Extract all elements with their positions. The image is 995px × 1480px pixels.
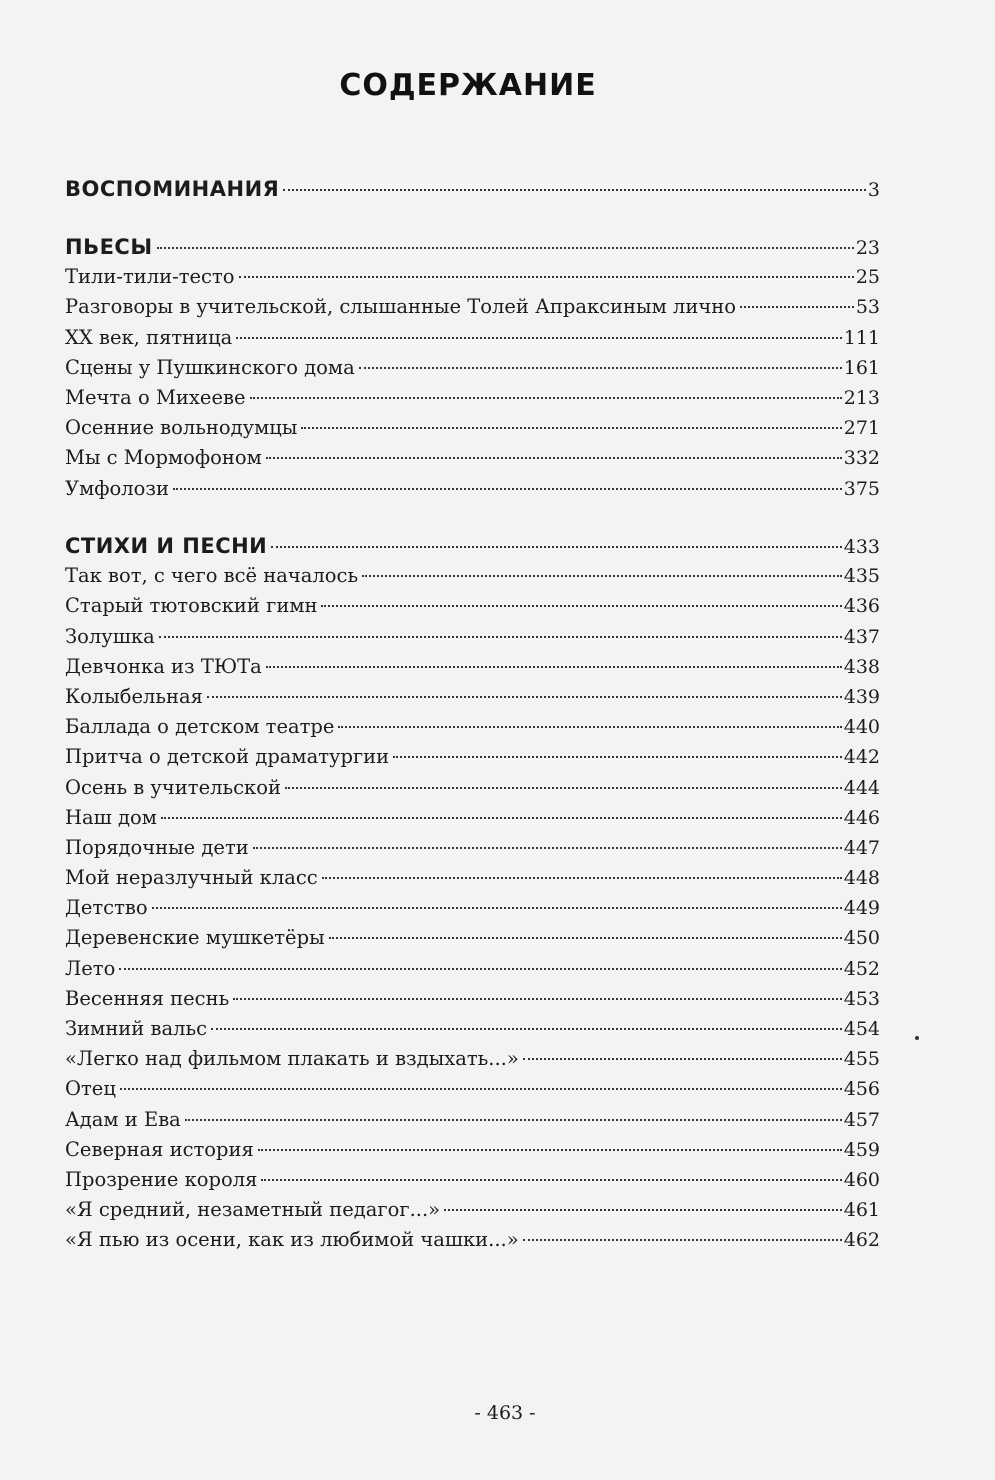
dot-leader xyxy=(266,666,842,668)
toc-entry xyxy=(65,1225,880,1255)
toc-entry xyxy=(65,893,880,923)
toc-entry xyxy=(65,742,880,772)
page-number: 447 xyxy=(843,836,880,859)
toc-entry xyxy=(65,954,880,984)
toc-entry-title: Девчонка из ТЮТа xyxy=(65,654,262,678)
toc-entry-title: XX век, пятница xyxy=(65,325,233,349)
dot-leader xyxy=(393,756,842,758)
page-number: 332 xyxy=(843,447,880,470)
paper-speck xyxy=(915,1036,919,1040)
toc-entry xyxy=(65,1074,880,1104)
dot-leader xyxy=(329,937,842,939)
toc-entry-title: Мы с Мормофоном xyxy=(65,446,262,470)
page-number: 446 xyxy=(843,806,880,829)
toc-entry xyxy=(65,353,880,383)
page-number: 462 xyxy=(843,1229,880,1252)
toc-entry xyxy=(65,682,880,712)
page-number: 3 xyxy=(867,179,880,201)
toc-entry-title: Мечта о Михееве xyxy=(65,385,246,409)
page-title: СОДЕРЖАНИЕ xyxy=(339,68,597,103)
toc-entry-title: Баллада о детском театре xyxy=(65,715,335,739)
toc-entry-title: Наш дом xyxy=(65,805,157,829)
toc-entry-title: Прозрение короля xyxy=(65,1167,258,1191)
dot-leader xyxy=(523,1058,842,1060)
dot-leader xyxy=(338,726,841,728)
dot-leader xyxy=(207,696,842,698)
dot-leader xyxy=(250,397,842,399)
toc-entry xyxy=(65,1044,880,1074)
page-number: 461 xyxy=(843,1199,880,1222)
page-number: 271 xyxy=(843,417,880,440)
toc-section-memoirs xyxy=(65,174,880,204)
dot-leader xyxy=(271,546,841,548)
dot-leader xyxy=(185,1119,842,1121)
dot-leader xyxy=(258,1149,842,1151)
page-number: 433 xyxy=(843,536,880,558)
toc-entry-title: Деревенские мушкетёры xyxy=(65,926,325,950)
toc-entry xyxy=(65,561,880,591)
page-number: 454 xyxy=(843,1018,880,1040)
toc-entry xyxy=(65,413,880,443)
toc-entry xyxy=(65,262,880,292)
dot-leader xyxy=(301,427,841,429)
page-number: 439 xyxy=(843,685,880,708)
toc-entry-title: Умфолози xyxy=(65,476,170,500)
toc-entry-title: Сцены у Пушкинского дома xyxy=(65,355,355,379)
page-number: 460 xyxy=(843,1168,880,1191)
page-number: 450 xyxy=(843,927,880,950)
page-number: 375 xyxy=(843,477,880,500)
toc-entry xyxy=(65,833,880,863)
toc-entry-title: Мой неразлучный класс xyxy=(65,866,318,890)
toc-entry-title: Так вот, с чего всё началось xyxy=(65,564,359,588)
toc-section-heading xyxy=(65,531,880,561)
page-number: 440 xyxy=(843,716,880,739)
toc-entry-title: Весенняя песнь xyxy=(65,986,230,1010)
section-heading-label: ВОСПОМИНАНИЯ xyxy=(65,177,280,201)
toc-section-heading xyxy=(65,174,880,204)
dot-leader xyxy=(173,488,842,490)
dot-leader xyxy=(444,1209,842,1211)
page-number: 449 xyxy=(843,897,880,920)
toc-entry-title: Осенние вольнодумцы xyxy=(65,416,298,440)
toc-entry xyxy=(65,323,880,353)
page-number: 438 xyxy=(843,655,880,678)
dot-leader xyxy=(261,1179,841,1181)
dot-leader xyxy=(120,1088,842,1090)
toc-entry-title: Адам и Ева xyxy=(65,1107,181,1131)
toc-entry xyxy=(65,443,880,473)
dot-leader xyxy=(119,968,841,970)
dot-leader xyxy=(740,306,854,308)
dot-leader xyxy=(285,787,842,789)
dot-leader xyxy=(283,189,866,191)
toc-entry xyxy=(65,863,880,893)
toc-entry-title: Лето xyxy=(65,956,116,980)
dot-leader xyxy=(239,276,854,278)
toc-entry-title: Разговоры в учительской, слышанные Толей Апраксиным лично xyxy=(65,295,736,319)
page-number: 444 xyxy=(843,776,880,799)
toc-entry-title: «Я средний, незаметный педагог...» xyxy=(65,1198,441,1222)
section-heading-label: СТИХИ И ПЕСНИ xyxy=(65,534,268,558)
toc-entry xyxy=(65,1195,880,1225)
toc-entry-title: Колыбельная xyxy=(65,684,203,708)
dot-leader xyxy=(523,1239,842,1241)
page-number: 456 xyxy=(843,1078,880,1101)
toc-entry xyxy=(65,712,880,742)
dot-leader xyxy=(359,367,842,369)
toc-entry xyxy=(65,1165,880,1195)
toc-entry-title: Старый тютовский гимн xyxy=(65,594,318,618)
page-number: 111 xyxy=(843,326,880,349)
page-folio: - 463 - xyxy=(474,1402,536,1424)
page-number: 442 xyxy=(843,746,880,769)
toc-entry-title: Детство xyxy=(65,896,148,920)
dot-leader xyxy=(159,636,842,638)
dot-leader xyxy=(161,817,842,819)
dot-leader xyxy=(321,605,841,607)
toc-entry-title: Золушка xyxy=(65,624,155,648)
toc-entry xyxy=(65,622,880,652)
page-number: 457 xyxy=(843,1108,880,1131)
toc-entry xyxy=(65,1014,880,1044)
toc-entry xyxy=(65,292,880,322)
dot-leader xyxy=(152,907,842,909)
toc-entry xyxy=(65,383,880,413)
page-number: 453 xyxy=(843,987,880,1010)
page-number: 23 xyxy=(855,237,880,259)
dot-leader xyxy=(322,877,842,879)
dot-leader xyxy=(211,1028,842,1030)
toc-entry xyxy=(65,652,880,682)
page-number: 435 xyxy=(843,565,880,588)
dot-leader xyxy=(253,847,842,849)
toc-entry xyxy=(65,1135,880,1165)
toc-section-poems xyxy=(65,531,880,1256)
page-number: 161 xyxy=(843,356,880,379)
toc-entry xyxy=(65,984,880,1014)
toc-entry-title: «Легко над фильмом плакать и вздыхать...» xyxy=(65,1047,519,1071)
toc-entry-title: Осень в учительской xyxy=(65,775,281,799)
dot-leader xyxy=(157,247,854,249)
toc-entry-title: «Я пью из осени, как из любимой чашки...» xyxy=(65,1228,519,1252)
toc-entry-title: Порядочные дети xyxy=(65,835,249,859)
toc-section-heading xyxy=(65,232,880,262)
toc-entry-title: Тили-тили-тесто xyxy=(65,265,235,289)
toc-entry xyxy=(65,803,880,833)
toc-section-plays xyxy=(65,232,880,504)
page-number: 25 xyxy=(855,266,880,289)
section-heading-label: ПЬЕСЫ xyxy=(65,235,153,259)
page-number: 53 xyxy=(855,296,880,319)
page-number: 437 xyxy=(843,625,880,648)
toc-entry-title: Северная история xyxy=(65,1137,254,1161)
dot-leader xyxy=(266,457,842,459)
toc-entry xyxy=(65,773,880,803)
toc-entry-title: Зимний вальс xyxy=(65,1017,208,1040)
page-number: 455 xyxy=(843,1048,880,1071)
dot-leader xyxy=(362,575,842,577)
toc-entry-title: Отец xyxy=(65,1077,116,1101)
page-number: 448 xyxy=(843,867,880,890)
page-number: 213 xyxy=(843,386,880,409)
dot-leader xyxy=(236,337,841,339)
page-number: 459 xyxy=(843,1138,880,1161)
toc-entry xyxy=(65,923,880,953)
toc-entry xyxy=(65,591,880,621)
toc-entry xyxy=(65,474,880,504)
toc-entry-title: Притча о детской драматургии xyxy=(65,745,390,769)
toc-entry xyxy=(65,1105,880,1135)
page-number: 452 xyxy=(843,957,880,980)
page-number: 436 xyxy=(843,595,880,618)
dot-leader xyxy=(233,998,842,1000)
